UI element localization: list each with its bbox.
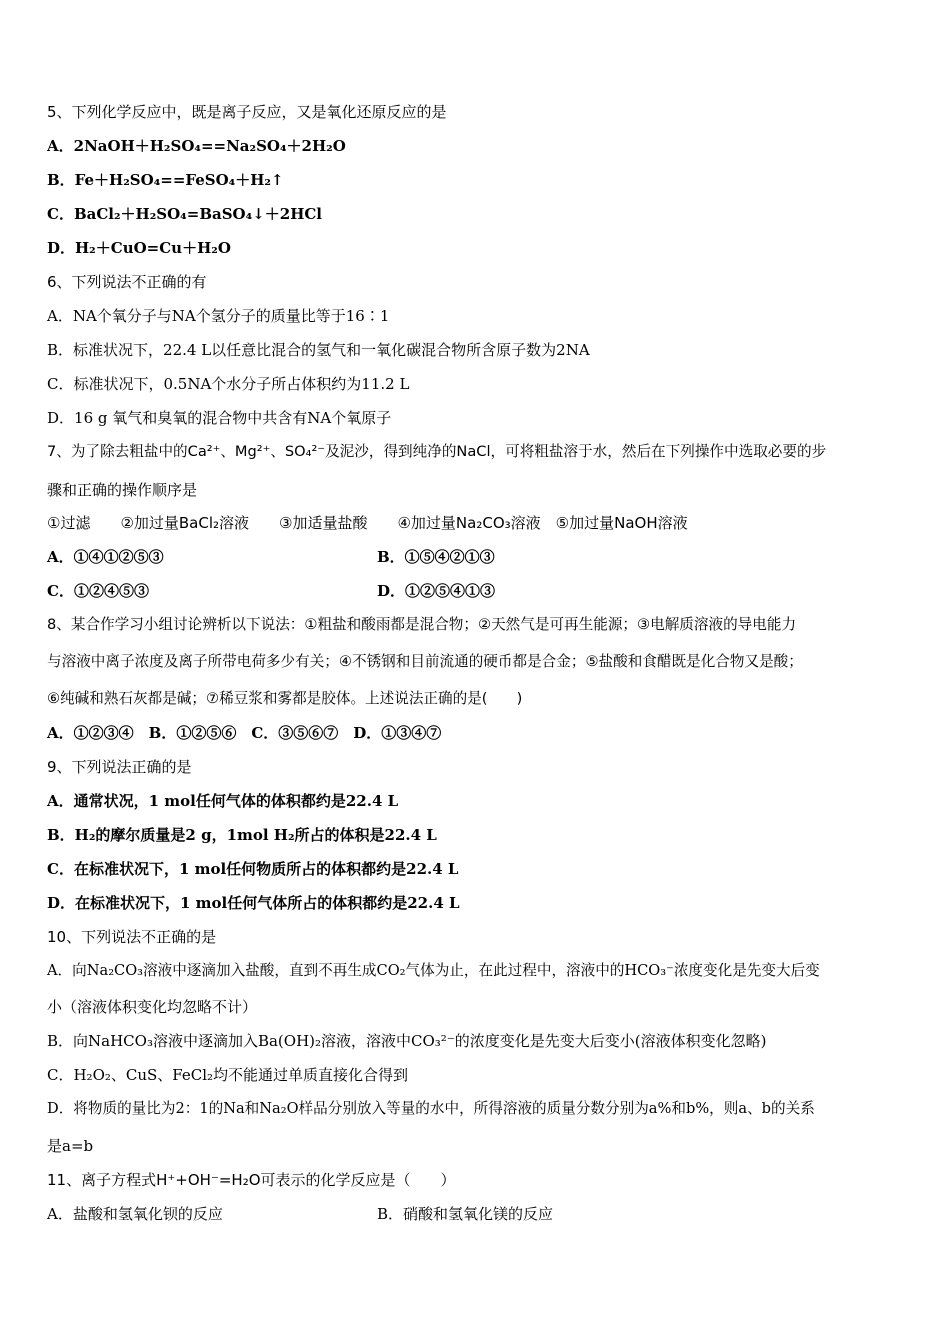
q5-stem: 5、下列化学反应中，既是离子反应，又是氧化还原反应的是 <box>47 103 447 121</box>
q7-option-a: A．①④①②⑤③ <box>47 548 164 566</box>
q10-option-a-line-1: A．向Na₂CO₃溶液中逐滴加入盐酸，直到不再生成CO₂气体为止，在此过程中，溶液中的HCO₃⁻浓度变化是先变大后变 <box>47 962 820 979</box>
q7-options-row-1 <box>47 547 495 567</box>
q10-option-b: B．向NaHCO₃溶液中逐滴加入Ba(OH)₂溶液，溶液中CO₃²⁻的浓度变化是先变大后变小(溶液体积变化忽略) <box>47 1032 767 1050</box>
q6-option-d: D．16 g 氧气和臭氧的混合物中共含有NA个氧原子 <box>47 409 392 427</box>
q8-stem-line-1: 8、某合作学习小组讨论辨析以下说法：①粗盐和酸雨都是混合物；②天然气是可再生能源；③电解质溶液的导电能力 <box>47 616 797 633</box>
q6-option-a: A．NA个氧分子与NA个氢分子的质量比等于16∶1 <box>47 307 390 325</box>
q6-option-c: C．标准状况下，0.5NA个水分子所占体积约为11.2 L <box>47 375 410 393</box>
q5-option-d: D．H₂＋CuO=Cu＋H₂O <box>47 239 231 257</box>
q9-option-c: C．在标准状况下，1 mol任何物质所占的体积都约是22.4 L <box>47 860 459 878</box>
q9-stem: 9、下列说法正确的是 <box>47 758 192 776</box>
q5-option-c: C．BaCl₂＋H₂SO₄=BaSO₄↓＋2HCl <box>47 205 323 223</box>
q11-stem: 11、离子方程式H⁺+OH⁻=H₂O可表示的化学反应是（ ） <box>47 1171 456 1189</box>
q11-options-row <box>47 1204 554 1224</box>
q5-option-b: B．Fe＋H₂SO₄==FeSO₄＋H₂↑ <box>47 171 284 189</box>
q9-option-d: D．在标准状况下，1 mol任何气体所占的体积都约是22.4 L <box>47 894 460 912</box>
q5-option-a: A．2NaOH＋H₂SO₄==Na₂SO₄＋2H₂O <box>47 137 346 155</box>
q6-option-b: B．标准状况下，22.4 L以任意比混合的氢气和一氧化碳混合物所含原子数为2NA <box>47 341 590 359</box>
q8-stem-line-3: ⑥纯碱和熟石灰都是碱；⑦稀豆浆和雾都是胶体。上述说法正确的是( ) <box>47 690 523 707</box>
q7-options-row-2 <box>47 581 496 601</box>
q7-option-b: B．①⑤④②①③ <box>377 548 495 566</box>
q10-option-a-line-2: 小（溶液体积变化均忽略不计） <box>47 998 258 1016</box>
q6-stem: 6、下列说法不正确的有 <box>47 273 207 291</box>
q9-option-a: A．通常状况，1 mol任何气体的体积都约是22.4 L <box>47 792 399 810</box>
q7-option-d: D．①②⑤④①③ <box>377 582 496 600</box>
q10-stem: 10、下列说法不正确的是 <box>47 928 217 946</box>
q10-option-c: C．H₂O₂、CuS、FeCl₂均不能通过单质直接化合得到 <box>47 1066 409 1084</box>
q7-option-c: C．①②④⑤③ <box>47 582 149 600</box>
q11-option-b: B．硝酸和氢氧化镁的反应 <box>377 1205 554 1223</box>
q11-option-a: A．盐酸和氢氧化钡的反应 <box>47 1205 223 1223</box>
q8-stem-line-2: 与溶液中离子浓度及离子所带电荷多少有关；④不锈钢和目前流通的硬币都是合金；⑤盐酸和食醋既是化合物又是酸； <box>47 653 803 670</box>
q9-option-b: B．H₂的摩尔质量是2 g，1mol H₂所占的体积是22.4 L <box>47 826 437 844</box>
q7-operations: ①过滤 ②加过量BaCl₂溶液 ③加适量盐酸 ④加过量Na₂CO₃溶液 ⑤加过量NaOH溶液 <box>47 514 688 532</box>
q10-option-d-line-1: D．将物质的量比为2：1的Na和Na₂O样品分别放入等量的水中，所得溶液的质量分数分别为a%和b%，则a、b的关系 <box>47 1100 815 1117</box>
q8-options: A．①②③④ B．①②⑤⑥ C．③⑤⑥⑦ D．①③④⑦ <box>47 724 442 742</box>
q7-stem-line-2: 骤和正确的操作顺序是 <box>47 481 198 499</box>
q7-stem-line-1: 7、为了除去粗盐中的Ca²⁺、Mg²⁺、SO₄²⁻及泥沙，得到纯净的NaCl，可将粗盐溶于水，然后在下列操作中选取必要的步 <box>47 443 827 460</box>
q10-option-d-line-2: 是a=b <box>47 1137 94 1155</box>
